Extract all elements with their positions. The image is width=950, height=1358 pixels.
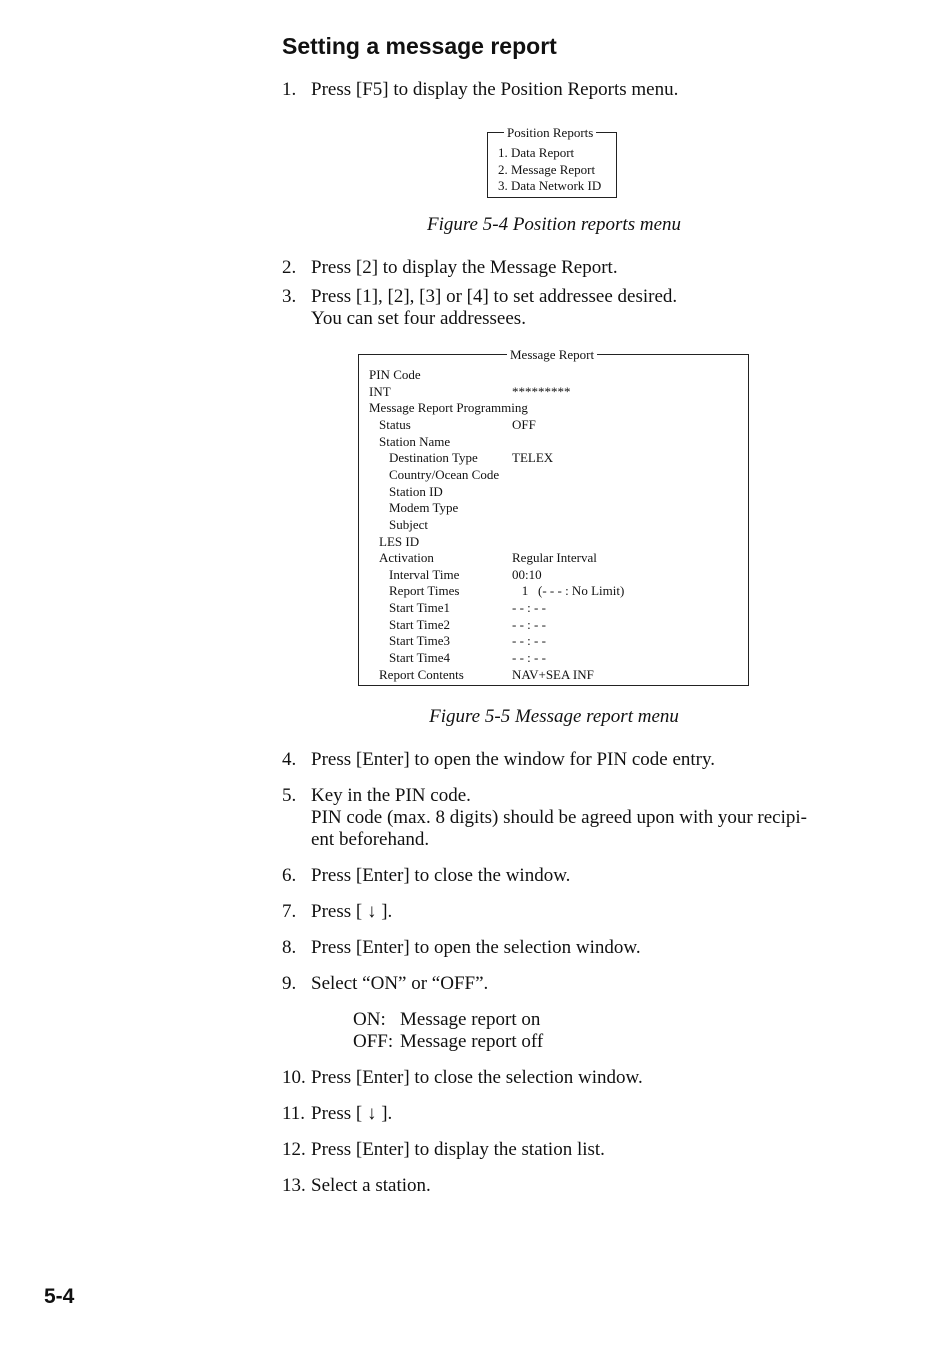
step-text-line: Key in the PIN code.: [311, 785, 471, 806]
menu-row-label: Start Time2: [389, 616, 451, 632]
step-text-line: Select “ON” or “OFF”.: [311, 973, 489, 994]
step-text: [311, 1175, 851, 1197]
definition-row: [353, 1009, 540, 1031]
step-text-line: You can set four addressees.: [311, 308, 526, 329]
menu-row-label: Start Time4: [389, 650, 451, 666]
step-text-line: Press [ ↓ ].: [311, 901, 393, 922]
step-number: 10.: [282, 1067, 306, 1088]
step-text-line: PIN code (max. 8 digits) should be agreed upon with your recipi-: [311, 807, 807, 828]
step-number: 9.: [282, 973, 297, 994]
menu-row-label: Activation: [379, 550, 434, 566]
message-report-menu-title: Message Report: [507, 347, 597, 362]
figure-caption-5-4: Figure 5-4 Position reports menu: [426, 214, 681, 235]
step-text: [311, 785, 851, 851]
step-text: [311, 257, 851, 279]
menu-row-label: Station ID: [389, 483, 443, 499]
menu-row-label: Country/Ocean Code: [389, 466, 500, 482]
step-number: 4.: [282, 749, 297, 770]
step-text-line: Press [Enter] to open the window for PIN code entry.: [311, 749, 716, 770]
step-number: 3.: [282, 286, 297, 307]
menu-row-value: - - : - -: [512, 600, 546, 616]
menu-row-label: Report Times: [389, 583, 460, 599]
menu-row-label: Station Name: [379, 433, 451, 449]
step-text: [311, 79, 851, 101]
menu-row-value: TELEX: [512, 450, 554, 466]
step-text: [311, 1067, 851, 1089]
step-text-line: Select a station.: [311, 1175, 431, 1196]
menu-row-label: PIN Code: [369, 367, 421, 382]
menu-row-label: INT: [369, 383, 391, 399]
step-text: [311, 865, 851, 887]
menu-row-label: Message Report Programming: [369, 400, 528, 416]
step-text-line: Press [1], [2], [3] or [4] to set addressee desired.: [311, 286, 678, 307]
menu-row-value: NAV+SEA INF: [512, 666, 594, 682]
definition-row: [353, 1031, 543, 1053]
step-text-line: Press [Enter] to display the station list.: [311, 1139, 605, 1160]
definition-key: OFF:: [353, 1031, 394, 1052]
step-text-line: Press [Enter] to close the selection window.: [311, 1067, 643, 1088]
step-text: [311, 1139, 851, 1161]
menu-row-label: Report Contents: [379, 666, 464, 682]
step-number: 1.: [282, 79, 297, 100]
menu-item-data-report: 1. Data Report: [498, 145, 575, 160]
definition-desc: Message report on: [400, 1009, 541, 1030]
menu-row-label: Start Time3: [389, 633, 451, 649]
position-reports-menu-title: Position Reports: [504, 125, 596, 140]
step-text-line: Press [2] to display the Message Report.: [311, 257, 618, 278]
step-text: [311, 937, 851, 959]
step-text-line: Press [Enter] to close the window.: [311, 865, 571, 886]
step-number: 2.: [282, 257, 297, 278]
menu-row-value: OFF: [512, 416, 536, 432]
menu-row-value: 1 (- - - : No Limit): [512, 583, 625, 599]
step-text-line: Press [ ↓ ].: [311, 1103, 393, 1124]
menu-row-label: Subject: [389, 516, 428, 532]
definition-desc: Message report off: [400, 1031, 544, 1052]
message-report-menu: [358, 347, 749, 686]
menu-row-value: - - : - -: [512, 633, 546, 649]
step-number: 13.: [282, 1175, 306, 1196]
menu-row-label: Modem Type: [389, 500, 459, 516]
step-number: 7.: [282, 901, 297, 922]
menu-row-value: 00:10: [512, 566, 542, 582]
menu-row-value: - - : - -: [512, 650, 546, 666]
step-text: [311, 901, 851, 923]
step-number: 11.: [282, 1103, 306, 1124]
menu-row-value: *********: [512, 383, 571, 399]
step-number: 8.: [282, 937, 297, 958]
position-reports-menu: [487, 125, 617, 198]
step-number: 5.: [282, 785, 297, 806]
step-text: [311, 1103, 851, 1125]
figure-caption-5-5: Figure 5-5 Message report menu: [429, 706, 679, 727]
menu-row-value: Regular Interval: [512, 550, 597, 566]
step-number: 12.: [282, 1139, 306, 1160]
page-number: 5-4: [44, 1285, 75, 1308]
section-heading: Setting a message report: [282, 33, 557, 59]
step-text-line: Press [F5] to display the Position Reports menu.: [311, 79, 679, 100]
menu-item-message-report: 2. Message Report: [498, 162, 596, 177]
step-text-line: ent beforehand.: [311, 829, 430, 850]
step-text: [311, 286, 851, 330]
step-text: [311, 973, 851, 995]
menu-row-label: LES ID: [379, 533, 420, 549]
menu-row-label: Start Time1: [389, 600, 451, 616]
menu-row-label: Interval Time: [389, 566, 460, 582]
step-text-line: Press [Enter] to open the selection window.: [311, 937, 641, 958]
menu-row-label: Status: [379, 416, 411, 432]
menu-row-label: Destination Type: [389, 450, 478, 466]
definition-key: ON:: [353, 1009, 386, 1030]
step-text: [311, 749, 851, 771]
step-number: 6.: [282, 865, 297, 886]
menu-item-data-network-id: 3. Data Network ID: [498, 178, 602, 193]
menu-row-value: - - : - -: [512, 616, 546, 632]
